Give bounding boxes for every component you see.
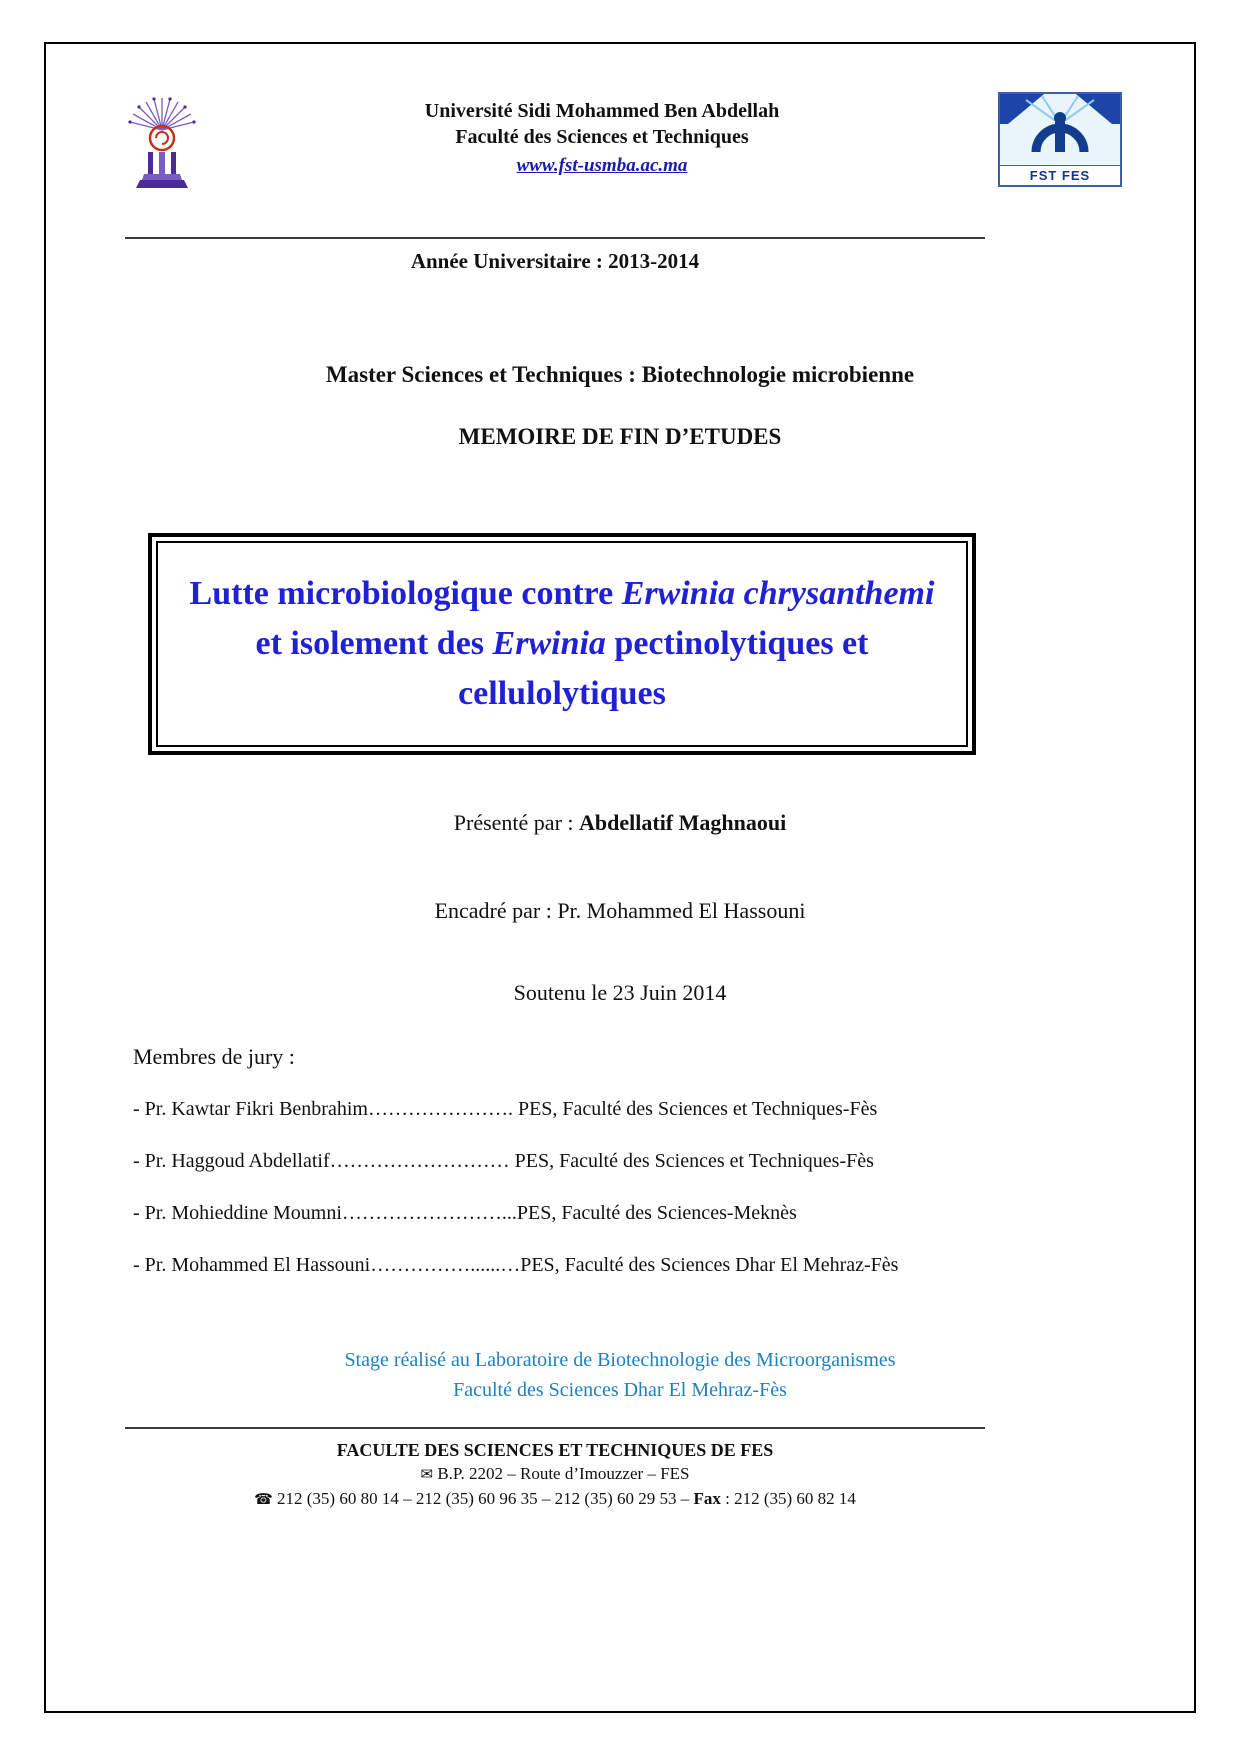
jury-member: - Pr. Mohieddine Moumni……………………...PES, Faculté des Sciences-Meknès	[133, 1202, 797, 1224]
presented-by-name: Abdellatif Maghnaoui	[579, 810, 787, 835]
header-text	[206, 88, 998, 177]
master-program: Master Sciences et Techniques : Biotechnologie microbienne	[325, 362, 915, 387]
fst-logo	[998, 92, 1122, 187]
stage-line-1: Stage réalisé au Laboratoire de Biotechnologie des Microorganismes	[344, 1349, 896, 1371]
jury-list	[133, 1098, 1113, 1306]
envelope-icon: ✉	[420, 1467, 434, 1483]
footer-phone-line	[125, 1487, 985, 1512]
title-run-1: Lutte microbiologique contre	[189, 575, 622, 612]
fst-logo-icon	[1000, 94, 1120, 160]
title-box	[148, 533, 976, 755]
footer	[125, 1438, 985, 1512]
title-run-2-italic: Erwinia chrysanthemi	[621, 575, 935, 612]
footer-address: B.P. 2202 – Route d’Imouzzer – FES	[433, 1464, 690, 1483]
footer-fax-label: Fax	[693, 1489, 721, 1508]
jury-member: - Pr. Haggoud Abdellatif……………………… PES, Faculté des Sciences et Techniques-Fès	[133, 1150, 874, 1172]
header	[118, 88, 1122, 200]
memoire-heading: MEMOIRE DE FIN D’ETUDES	[458, 424, 782, 449]
stage-line-2: Faculté des Sciences Dhar El Mehraz-Fès	[453, 1379, 787, 1401]
title-run-3: et isolement des	[255, 625, 493, 662]
website-link[interactable]: www.fst-usmba.ac.ma	[516, 155, 688, 176]
footer-divider	[125, 1427, 985, 1429]
university-emblem-icon	[118, 88, 206, 200]
header-divider	[125, 237, 985, 239]
jury-label: Membres de jury :	[133, 1044, 295, 1069]
presented-by-label: Présenté par :	[453, 810, 580, 835]
footer-faculty-name: FACULTE DES SCIENCES ET TECHNIQUES DE FES	[336, 1440, 774, 1460]
title-run-5: pectinolytiques et cellulolytiques	[458, 625, 869, 712]
jury-member: - Pr. Mohammed El Hassouni……………......…PES, Faculté des Sciences Dhar El Mehraz-Fès	[133, 1254, 899, 1276]
footer-address-line	[125, 1462, 985, 1487]
phone-icon: ☎	[254, 1492, 273, 1508]
footer-phones: 212 (35) 60 80 14 – 212 (35) 60 96 35 – 212 (35) 60 29 53 –	[272, 1489, 694, 1508]
supervised-by-line: Encadré par : Pr. Mohammed El Hassouni	[434, 898, 806, 923]
university-emblem-logo	[118, 88, 206, 200]
footer-fax-number: : 212 (35) 60 82 14	[720, 1489, 856, 1508]
academic-year: Année Universitaire : 2013-2014	[410, 249, 700, 273]
faculty-name: Faculté des Sciences et Techniques	[455, 126, 749, 148]
fst-logo-caption: FST FES	[1000, 165, 1120, 185]
defense-date-line: Soutenu le 23 Juin 2014	[513, 980, 727, 1005]
stage-note	[0, 1345, 1240, 1405]
university-name: Université Sidi Mohammed Ben Abdellah	[424, 100, 780, 122]
jury-member: - Pr. Kawtar Fikri Benbrahim…………………. PES, Faculté des Sciences et Techniques-Fès	[133, 1098, 878, 1120]
presented-by-line	[0, 810, 1240, 836]
thesis-title	[186, 569, 938, 719]
title-box-inner	[156, 541, 968, 747]
title-run-4-italic: Erwinia	[492, 625, 606, 662]
